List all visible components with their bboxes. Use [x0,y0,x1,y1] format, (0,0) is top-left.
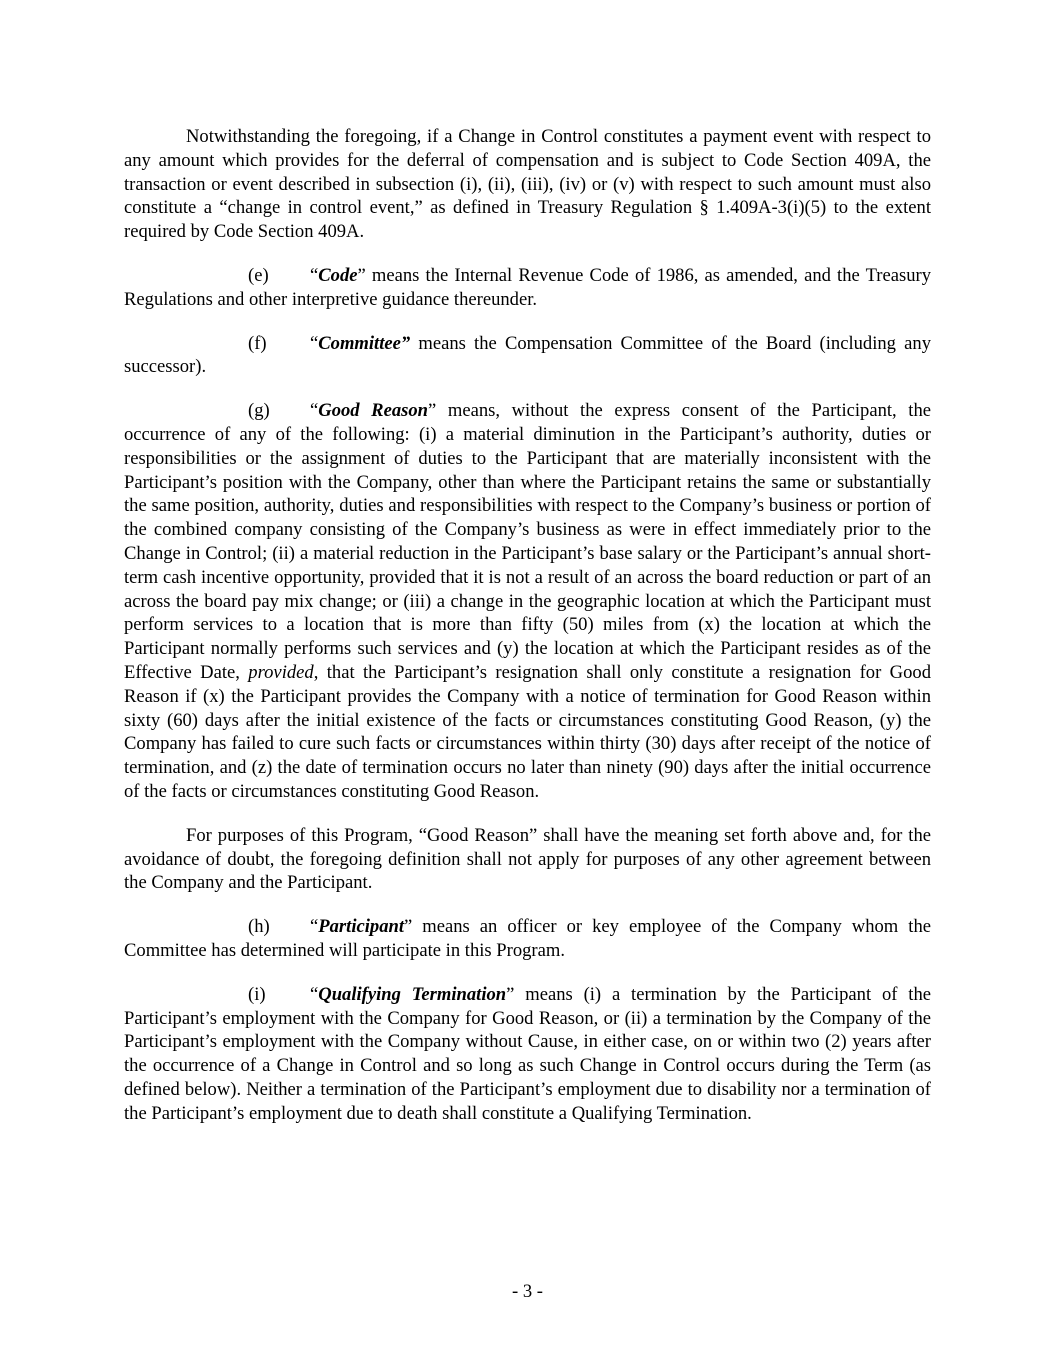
definition-good-reason [124,399,931,804]
definition-good-reason-open-quote: “ [310,400,319,422]
paragraph-gap [124,244,931,264]
paragraph-change-in-control-note: Notwithstanding the foregoing, if a Change in Control constitutes a payment event with respect to any amount which provides for the deferral of compensation and is subject to Code Section 409A, the transaction or event described in subsection (i), (ii), (iii), (iv) or (v) with respect to such amount must also constitute a “change in control event,” as defined in Treasury Regulation § 1.409A-3(i)(5) to the extent required by Code Section 409A. [124,126,931,243]
definition-participant-close-quote: ” [404,916,413,938]
definition-good-reason-close-quote: ” [428,400,437,422]
definition-participant-open-quote: “ [310,916,319,938]
definition-committee-text: means the Compensation Committee of the Board (including any successor). [124,332,931,378]
definition-good-reason-term: Good Reason [318,400,429,422]
definition-code-enum: (e) [248,264,269,286]
definition-good-reason-text: means, without the express consent of the Participant, the occurrence of any of the following: (i) a material diminution in the Participant’s authority, duties or responsibilities or the assignment of duties to the Participant that are materially inconsistent with the Participant’s position with the Company, other than where the Participant retains the same or substantially the same position, authority, duties and responsibilities with respect to the Company’s business or portion of the combined company consisting of the Company’s business as were in effect immediately prior to the Change in Control; (ii) a material reduction in the Participant’s base salary or the Participant’s annual short-term cash incentive opportunity, provided that it is not a result of an across the board reduction or part of an across the board pay mix change; or (iii) a change in the geographic location at which the Participant must perform services to a location that is more than fifty (50) miles from (x) the location at which the Participant normally performs such services and (y) the location at which the Participant resides as of the Effective Date, [124,400,931,683]
definition-committee [124,332,931,380]
paragraph-gap [124,963,931,983]
definition-qualifying-termination [124,983,931,1126]
definition-qualifying-termination-text: means (i) a termination by the Participant of the Participant’s employment with the Company for Good Reason, or (ii) a termination by the Company of the Participant’s employment with the Company without Cause, in either case, on or within two (2) years after the occurrence of a Change in Control and so long as such Change in Control occurs during the Term (as defined below). Neither a termination of the Participant’s employment due to disability nor a termination of the Participant’s employment due to death shall constitute a Qualifying Termination. [124,983,931,1124]
paragraph-gap [124,379,931,399]
definition-code-open-quote: “ [310,264,319,286]
definition-code-text: means the Internal Revenue Code of 1986, as amended, and the Treasury Regulations and other interpretive guidance thereunder. [124,264,931,310]
definition-qualifying-termination-enum: (i) [248,983,266,1005]
definition-code [124,264,931,312]
definition-good-reason-italic-proviso: provided [248,661,314,683]
paragraph-gap [124,895,931,915]
definition-code-close-quote: ” [357,264,366,286]
definition-code-term: Code [318,264,358,286]
definition-good-reason-text-continued: , that the Participant’s resignation shall only constitute a resignation for Good Reason if (x) the Participant provides the Company with a notice of termination for Good Reason within sixty (60) days after the initial existence of the facts or circumstances constituting Good Reason, (y) the Company has failed to cure such facts or circumstances within thirty (30) days after receipt of the notice of termination, and (z) the date of termination occurs no later than ninety (90) days after the initial occurrence of the facts or circumstances constituting Good Reason. [124,661,931,802]
definition-participant [124,915,931,963]
definition-participant-term: Participant [318,916,405,938]
definition-committee-term: Committee [318,332,401,354]
document-body [124,125,931,1125]
page-number: - 3 - [512,1281,543,1302]
paragraph-good-reason-purpose: For purposes of this Program, “Good Reason” shall have the meaning set forth above and, for the avoidance of doubt, the foregoing definition shall not apply for purposes of any other agreement between the Company and the Participant. [124,824,931,894]
definition-committee-enum: (f) [248,332,267,354]
paragraph-gap [124,804,931,824]
definition-qualifying-termination-close-quote: ” [506,983,515,1005]
definition-committee-open-quote: “ [310,332,319,354]
definition-participant-text: means an officer or key employee of the Company whom the Committee has determined will participate in this Program. [124,916,931,961]
paragraph-gap [124,312,931,332]
definition-good-reason-enum: (g) [248,400,270,422]
definition-committee-close-quote: ” [400,332,411,354]
definition-qualifying-termination-term: Qualifying Termination [318,983,507,1005]
definition-qualifying-termination-open-quote: “ [310,983,319,1005]
definition-participant-enum: (h) [248,916,270,938]
